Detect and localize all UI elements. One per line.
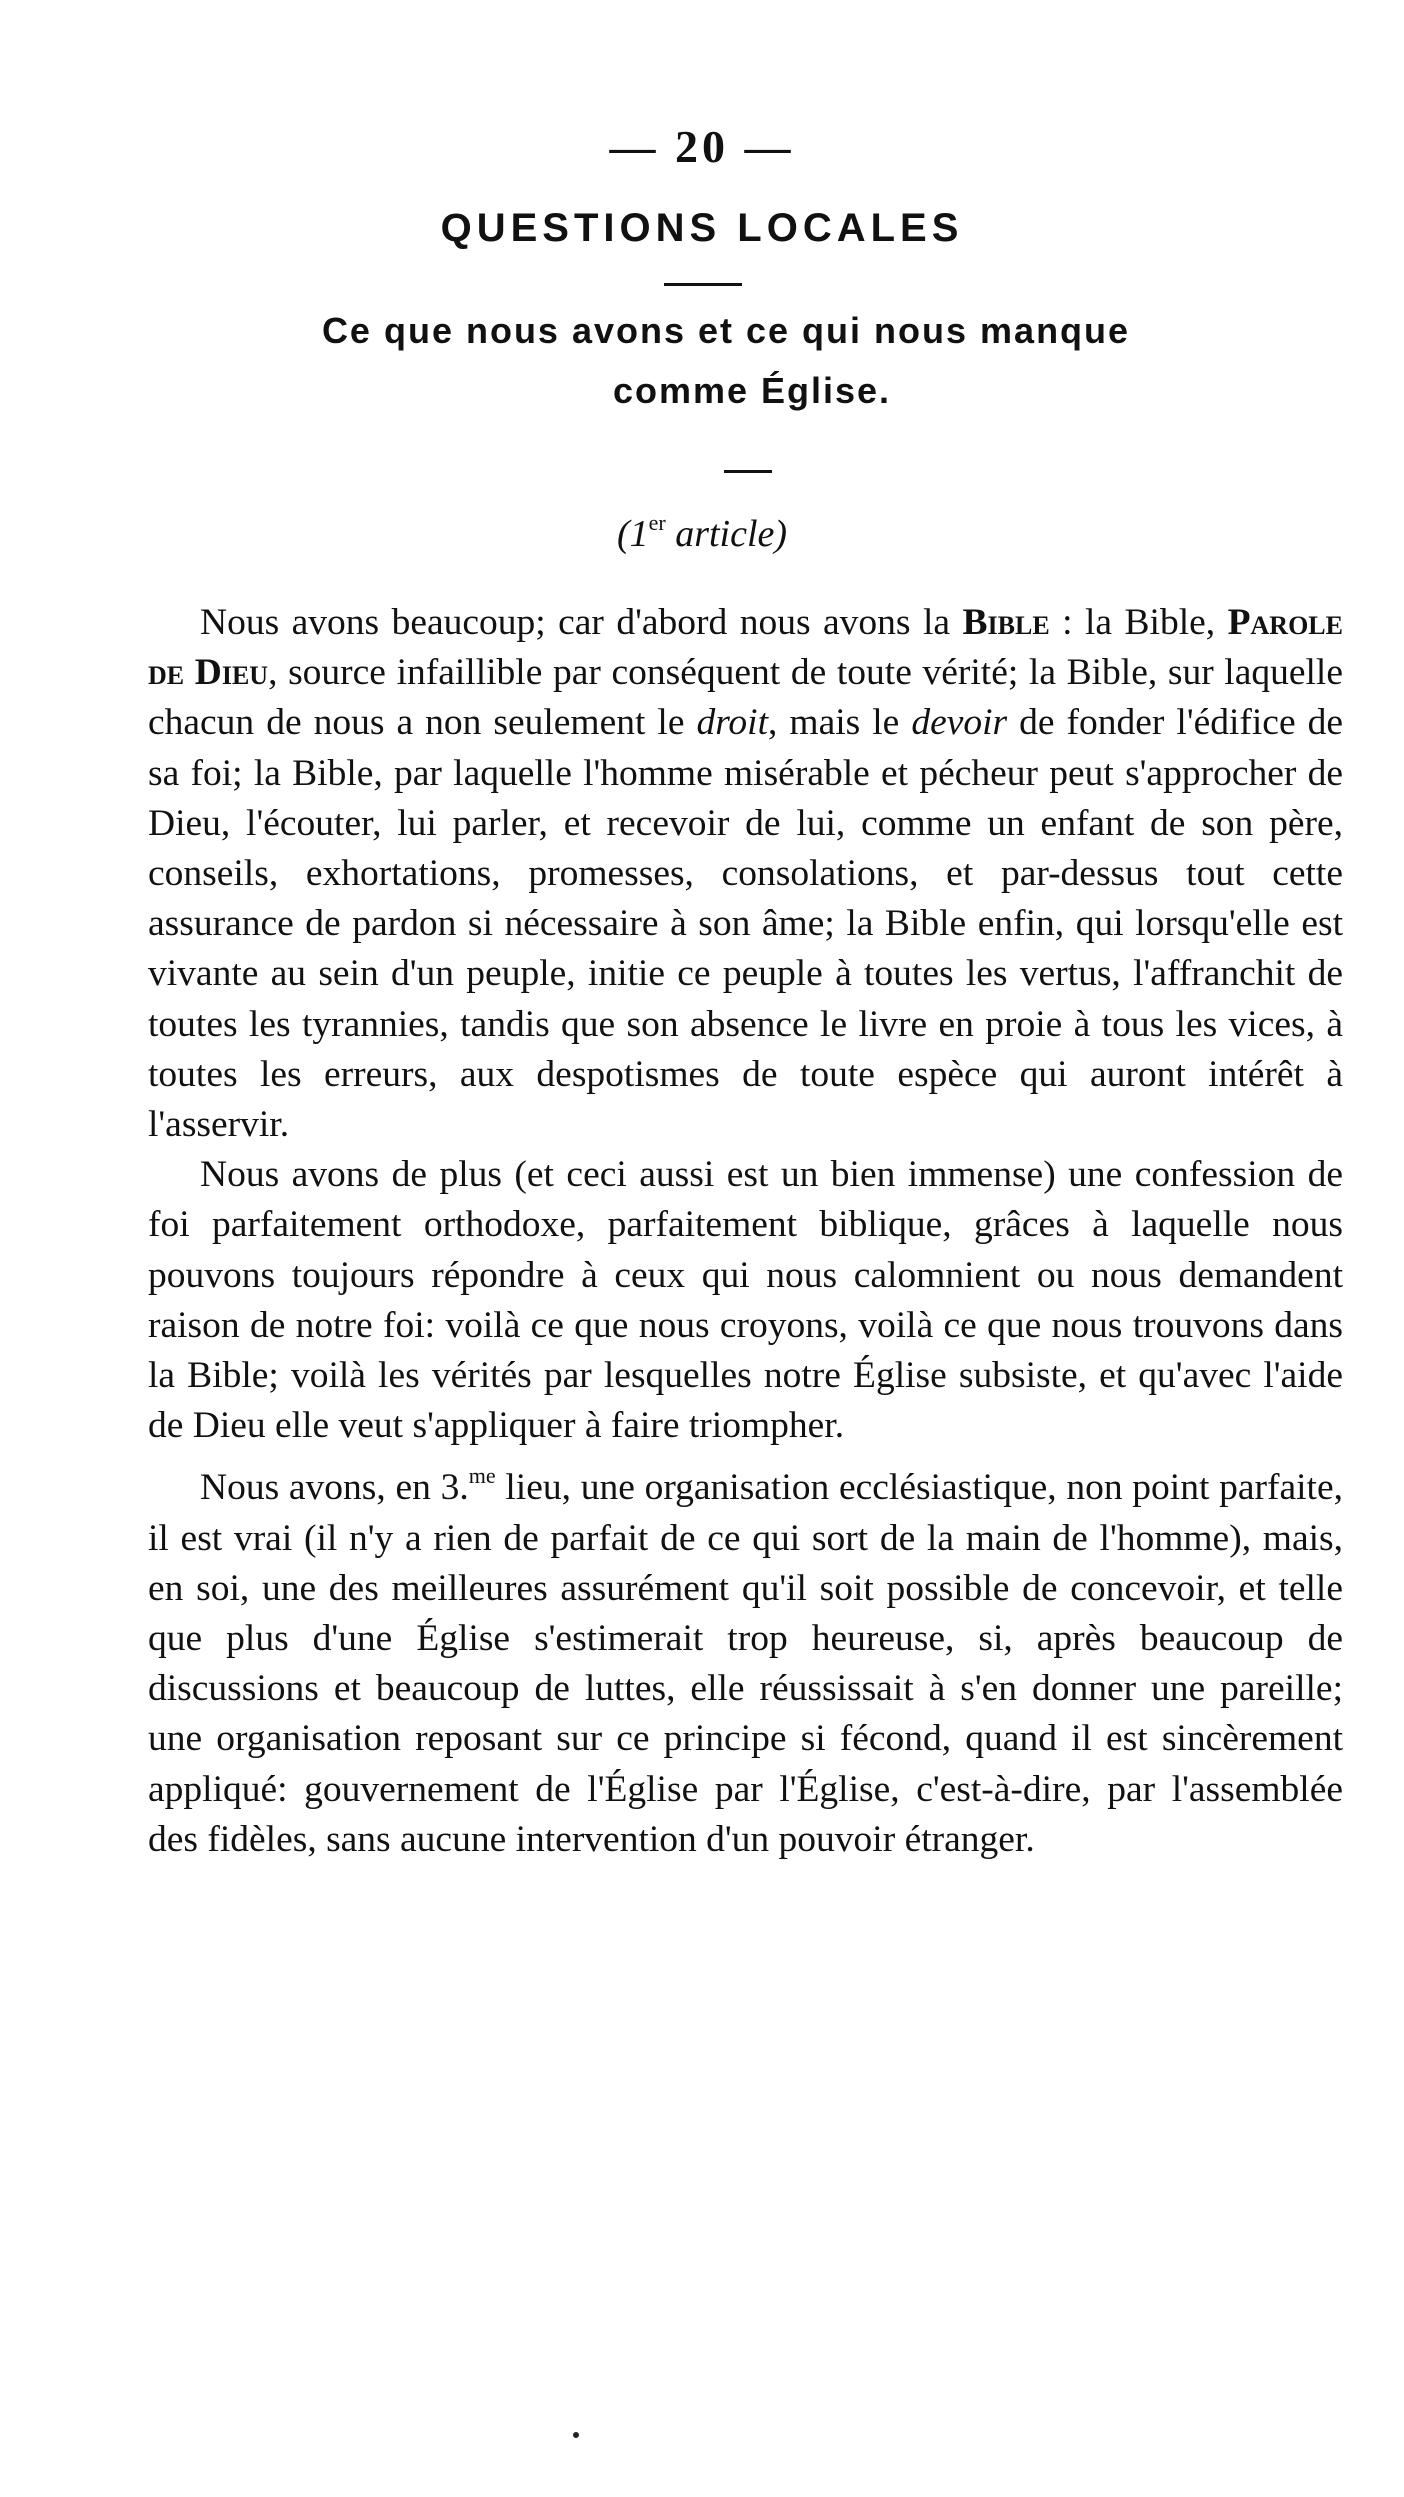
ordinal-superscript: me: [468, 1463, 496, 1489]
text-run: lieu, une organisation ecclésiastique, non point parfaite, il est vrai (il n'y a rien de parfait de ce qui sort de la main de l'homme), mais, en soi, une des meilleures assurément qu'il soit possible de concevoir, et telle que plus d'une Église s'estimerait trop heureuse, si, après beaucoup de discussions et beaucoup de luttes, elle réussissait à s'en donner une pareille; une organisation reposant sur ce principe si fécond, quand il est sincèrement appliqué: gouvernement de l'Église par l'Église, c'est-à-dire, par l'assemblée des fidèles, sans aucune intervention d'un pouvoir étranger.: [148, 1467, 1343, 1860]
text-run: Nous avons beaucoup; car d'abord nous avons la: [200, 602, 963, 643]
section-title: QUESTIONS LOCALES: [440, 206, 964, 250]
text-run: , mais le: [768, 702, 912, 744]
divider-rule: [724, 470, 772, 473]
small-caps-bible: Bible: [962, 602, 1050, 643]
article-ordinal-superscript: er: [648, 510, 666, 535]
divider-rule: [664, 283, 742, 286]
italic-devoir: devoir: [911, 702, 1008, 744]
small-caps-parole-de-dieu: Parole de Dieu: [148, 602, 1343, 694]
paragraph-confession: Nous avons de plus (et ceci aussi est un bien immense) une confession de foi parfaitement orthodoxe, parfaitement biblique, grâces à laquelle nous pouvons toujours répondre à ceux qui nous calomnient ou nous demandent raison de notre foi: voilà ce que nous croyons, voilà ce que nous trouvons dans la Bible; voilà les vérités par lesquelles notre Église subsiste, et qu'avec l'aide de Dieu elle veut s'appliquer à faire triompher.: [148, 1154, 1343, 1447]
text-run: : la Bible,: [1049, 602, 1228, 643]
paragraph-bible: [148, 598, 1343, 1150]
text-run: Nous avons, en 3.: [200, 1467, 469, 1509]
article-word: article): [665, 513, 788, 555]
ink-speck: [573, 2432, 579, 2438]
text-run: de fonder l'édifice de sa foi; la Bible, par laquelle l'homme misérable et pécheur peut s'approcher de Dieu, l'écouter, lui parler, et recevoir de lui, comme un enfant de son père, conseils, exhortations, promesses, consolations, et par-dessus tout cette assurance de pardon si nécessaire à son âme; la Bible enfin, qui lorsqu'elle est vivante au sein d'un peuple, initie ce peuple à toutes les vertus, l'affranchit de toutes les tyrannies, tandis que son absence le livre en proie à tous les vices, à toutes les erreurs, aux despotismes de toute espèce qui auront intérêt à l'asservir.: [148, 702, 1343, 1146]
article-number-open: (1: [616, 513, 649, 555]
paragraph-organisation: [148, 1451, 1343, 1865]
text-run: , source infaillible par conséquent de toute vérité; la Bible, sur laquelle chacun de nous a non seulement le: [148, 652, 1343, 744]
subtitle-line-1: Ce que nous avons et ce qui nous manque: [321, 310, 1131, 351]
page-number: — 20 —: [609, 121, 795, 172]
article-number: [0, 510, 1404, 556]
subtitle-line-2: comme Église.: [612, 370, 892, 411]
italic-droit: droit: [696, 702, 769, 744]
body-text: [148, 598, 1343, 1865]
